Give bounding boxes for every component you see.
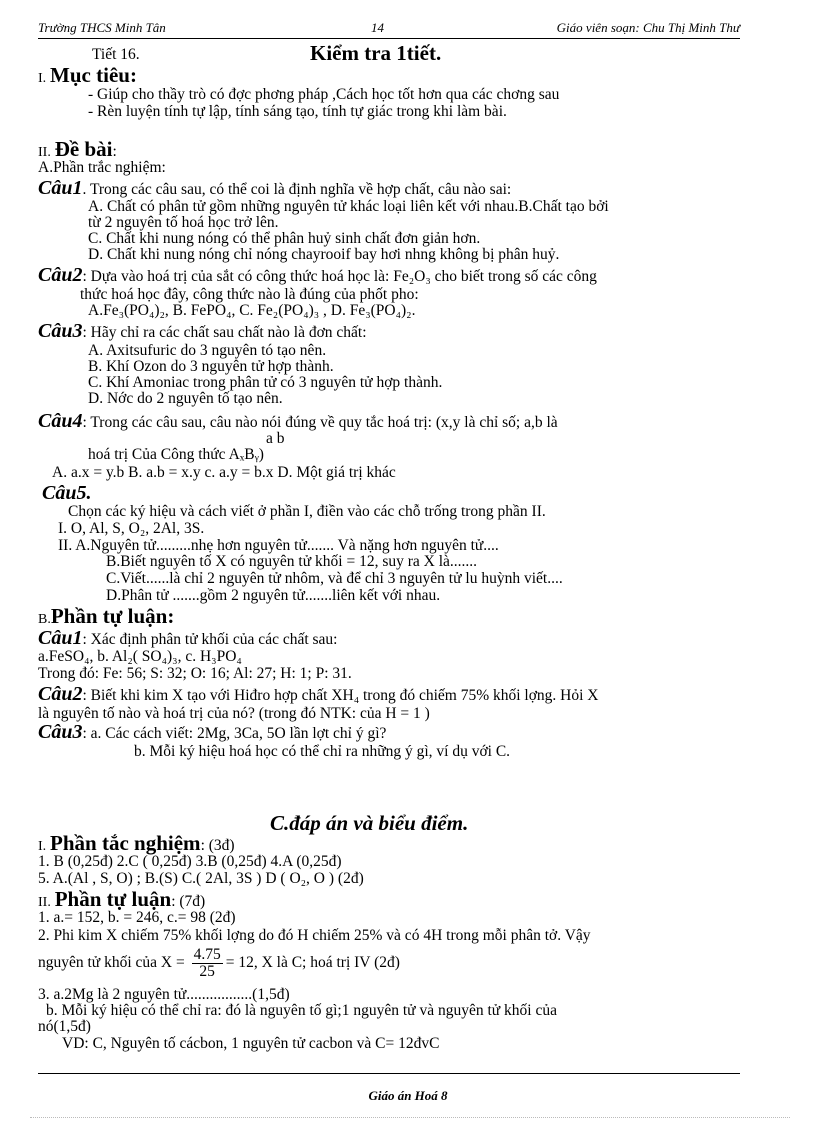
footer-rule — [38, 1073, 740, 1074]
teacher-name: Giáo viên soạn: Chu Thị Minh Thư — [556, 20, 740, 35]
essay-question-2: Câu2: Biết khi kim X tạo với Hiđro hợp chất XH₄ trong đó chiếm 75% khối lợng. Hỏi X — [38, 683, 599, 705]
bottom-divider — [30, 1117, 790, 1118]
question-2: Câu2: Dựa vào hoá trị của sắt có công thức hoá học là: Fe₂O₃ cho biết trong số các công — [38, 264, 597, 286]
lesson-number: Tiết 16. — [92, 46, 140, 63]
answer-essay-3b: b. Mỗi ký hiệu có thể chỉ ra: đó là nguyên tố gì;1 nguyên tử và nguyên tử khối của — [46, 1002, 557, 1019]
q5-part-2-b: B.Biết nguyên tố X có nguyên tử khối = 12, suy ra X là....... — [106, 553, 478, 570]
objective-2: - Rèn luyện tính tự lập, tính sáng tạo, tính tự giác trong khi làm bài. — [88, 103, 507, 120]
answer-essay-2: 2. Phi kim X chiếm 75% khối lợng do đó H chiếm 25% và có 4H trong mỗi phân tở. Vậy — [38, 927, 591, 944]
fraction: $\frac{4.75}{25}$ — [193, 945, 221, 980]
q2-text-cont: thức hoá học đây, công thức nào là đúng của phốt pho: — [80, 286, 419, 303]
answer-essay-2-formula: nguyên tử khối của X = $\frac{4.75}{25}$ = 12, X là C; hoá trị IV (2đ) — [38, 945, 400, 980]
q1-option-a: A. Chất có phân tử gồm những nguyên tử khác loại liên kết với nhau.B.Chất tạo bởi — [88, 198, 609, 215]
multiple-choice-heading: A.Phần trắc nghiệm: — [38, 159, 166, 176]
answers-mc-heading: I. Phần tắc nghiệm: (3đ) — [38, 831, 235, 855]
q2-options: A.Fe₃(PO₄)₂, B. FePO₄, C. Fe₂(PO₄)₃ , D. Fe₃(PO₄)₂. — [88, 302, 416, 319]
question-4: Câu4: Trong các câu sau, câu nào nói đúng về quy tắc hoá trị: (x,y là chỉ số; a,b là — [38, 410, 558, 432]
answer-essay-example: VD: C, Nguyên tố cácbon, 1 nguyên tử cacbon và C= 12đvC — [62, 1035, 440, 1052]
essay-q3-b: b. Mỗi ký hiệu hoá học có thể chỉ ra những ý gì, ví dụ với C. — [134, 743, 511, 760]
essay-question-1: Câu1: Xác định phân tử khối của các chất sau: — [38, 627, 338, 649]
answer-essay-3b-cont: nó(1,5đ) — [38, 1018, 91, 1035]
q1-option-a-cont: từ 2 nguyên tố hoá học trở lên. — [88, 214, 279, 231]
q4-options: A. a.x = y.b B. a.b = x.y c. a.y = b.x D. Một giá trị khác — [52, 464, 396, 481]
answer-essay-3a: 3. a.2Mg là 2 nguyên tử.................(1,5đ) — [38, 986, 290, 1003]
answers-essay-heading: II. Phần tự luận: (7đ) — [38, 887, 206, 911]
question-5: Câu5. — [42, 482, 92, 504]
q1-option-c: C. Chất khi nung nóng có thể phân huỷ sinh chất đơn giản hơn. — [88, 230, 481, 247]
q5-instruction: Chọn các ký hiệu và cách viết ở phần I, điền vào các chỗ trống trong phần II. — [68, 503, 546, 520]
question-1: Câu1. Trong các câu sau, có thể coi là định nghĩa về hợp chất, câu nào sai: — [38, 177, 512, 199]
essay-heading: B.Phần tự luận: — [38, 604, 175, 628]
q5-part-2-c: C.Viết......là chỉ 2 nguyên tử nhôm, và để chỉ 3 nguyên tử lu huỳnh viết.... — [106, 570, 563, 587]
q5-part-1: I. O, Al, S, O₂, 2Al, 3S. — [58, 520, 205, 537]
school-name: Trường THCS Minh Tân — [38, 20, 166, 35]
essay-q2-cont: là nguyên tố nào và hoá trị của nó? (trong đó NTK: của H = 1 ) — [38, 705, 430, 722]
answers-mc-1-4: 1. B (0,25đ) 2.C ( 0,25đ) 3.B (0,25đ) 4.A (0,25đ) — [38, 853, 342, 870]
essay-q1-atomic-masses: Trong đó: Fe: 56; S: 32; O: 16; Al: 27; H: 1; P: 31. — [38, 665, 352, 682]
page-number: 14 — [371, 20, 384, 35]
q5-part-2-d: D.Phân tử .......gồm 2 nguyên tử.......liên kết với nhau. — [106, 587, 441, 604]
answers-mc-5: 5. A.(Al , S, O) ; B.(S) C.( 2Al, 3S ) D ( O₂, O ) (2đ) — [38, 870, 364, 887]
q5-part-2-a: II. A.Nguyên tử.........nhẹ hơn nguyên tử....... Và nặng hơn nguyên tử.... — [58, 537, 499, 554]
footer-text: Giáo án Hoá 8 — [368, 1088, 448, 1103]
essay-q1-items: a.FeSO₄, b. Al₂( SO₄)₃, c. H₃PO₄ — [38, 648, 242, 665]
q4-valence-ab: a b — [266, 430, 285, 447]
section-objectives-heading: I. Mục tiêu: — [38, 63, 137, 87]
essay-question-3: Câu3: a. Các cách viết: 2Mg, 3Ca, 5O lần lợt chỉ ý gì? — [38, 721, 387, 743]
q3-option-a: A. Axitsufuric do 3 nguyên tó tạo nên. — [88, 342, 327, 359]
q3-option-c: C. Khí Amoniac trong phân tử có 3 nguyên tử hợp thành. — [88, 374, 443, 391]
q1-option-d: D. Chất khi nung nóng chỉ nóng chayrooif bay hơi nhng không bị phân huỷ. — [88, 246, 560, 263]
objective-1: - Giúp cho thầy trò có đợc phơng pháp ,Cách học tốt hơn qua các chơng sau — [88, 86, 560, 103]
q3-option-b: B. Khí Ozon do 3 nguyên tử hợp thành. — [88, 358, 334, 375]
q3-option-d: D. Nớc do 2 nguyên tố tạo nên. — [88, 390, 283, 407]
page-header — [38, 20, 740, 39]
answers-title: C.đáp án và biểu điểm. — [270, 811, 469, 835]
question-3: Câu3: Hãy chỉ ra các chất sau chất nào là đơn chất: — [38, 320, 367, 342]
q4-text-cont: hoá trị Của Công thức AₓBᵧ) — [88, 446, 264, 463]
page-title: Kiểm tra 1tiết. — [310, 41, 442, 65]
answer-essay-1: 1. a.= 152, b. = 246, c.= 98 (2đ) — [38, 909, 236, 926]
section-exam-heading: II. Đề bài: — [38, 137, 117, 161]
